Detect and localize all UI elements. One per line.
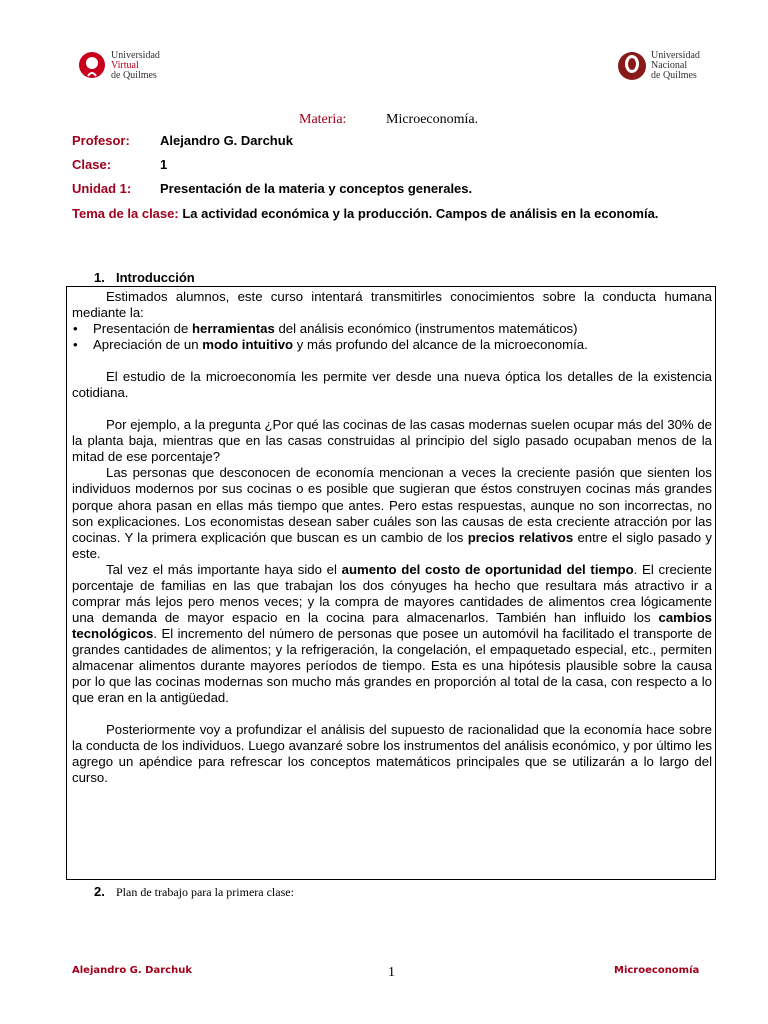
- section-2-title: Plan de trabajo para la primera clase:: [116, 885, 294, 899]
- tema-label: Tema de la clase:: [72, 206, 179, 221]
- bullet-item-modo-intuitivo: • Apreciación de un modo intuitivo y más profundo del alcance de la microeconomía.: [73, 337, 588, 353]
- footer-author: Alejandro G. Darchuk: [72, 965, 192, 976]
- profesor-label: Profesor:: [72, 133, 130, 148]
- logo-universidad-nacional-quilmes: [618, 50, 700, 82]
- unq-logo-text: Universidad Nacional de Quilmes: [651, 50, 700, 81]
- clase-row: [72, 157, 167, 172]
- tema-row: [72, 206, 658, 221]
- materia-label: Materia:: [299, 112, 347, 127]
- clase-label: Clase:: [72, 157, 112, 172]
- intro-paragraph-5: Tal vez el más importante haya sido el aumento del costo de oportunidad del tiempo. El creciente porcentaje de familias en las que trabajan los dos cónyuges ha hecho que resultara más atractivo ir a comprar más lejos pero menos veces; y la compra de mayores cantidades de alimentos crea lógicamente una demanda de mayor espacio en la cocina para almacenarlos. También han influido los cambios tecnológicos. El incremento del número de personas que posee un automóvil ha facilitado el transporte de grandes cantidades de alimentos; y la refrigeración, la congelación, el empaquetado especial, etc., permiten almacenar alimentos durante mayores períodos de tiempo. Esta es una hipótesis plausible sobre la causa por lo que las cocinas modernas son mucho más grandes en proporción al total de la casa, con respecto a lo que eran en la antigüedad.: [72, 561, 712, 706]
- intro-paragraph-2: El estudio de la microeconomía les permite ver desde una nueva óptica los detalles de la existencia cotidiana.: [72, 369, 712, 401]
- footer-course: Microeconomía: [614, 965, 700, 976]
- uvq-logo-text: Universidad Virtual de Quilmes: [111, 50, 160, 81]
- clase-value: 1: [160, 157, 168, 172]
- bullet-item-herramientas: • Presentación de herramientas del análisis económico (instrumentos matemáticos): [73, 321, 578, 337]
- intro-paragraph-6: Posteriormente voy a profundizar el análisis del supuesto de racionalidad que la economía hace sobre la conducta de los individuos. Luego avanzaré sobre los instrumentos del análisis económico, y por último les agrego un apéndice para refrescar los conceptos matemáticos principales que se utilizarán a lo largo del curso.: [72, 722, 712, 786]
- introduction-text: [72, 289, 712, 786]
- section-1-number: 1.: [94, 270, 105, 285]
- intro-paragraph-1: Estimados alumnos, este curso intentará transmitirles conocimientos sobre la conducta humana mediante la:: [72, 289, 712, 321]
- unidad-value: Presentación de la materia y conceptos generales.: [160, 181, 473, 196]
- profesor-row: [72, 133, 293, 148]
- section-2-number: 2.: [94, 884, 105, 899]
- materia-value: Microeconomía.: [386, 112, 479, 127]
- intro-paragraph-4: Las personas que desconocen de economía mencionan a veces la creciente pasión que sienten los individuos modernos por sus cocinas o es posible que sugieran que éstos construyen cocinas más grandes porque ahora pasan en ellas más tiempo que antes. Pero estas respuestas, aunque no son incorrectas, no son explicaciones. Los economistas desean saber cuáles son las causas de esta creciente atracción por las cocinas. Y la primera explicación que buscan es un cambio de los precios relativos entre el siglo pasado y este.: [72, 465, 712, 561]
- unidad-label: Unidad 1:: [72, 181, 132, 196]
- unidad-row: [72, 181, 472, 196]
- section-2-heading: [94, 884, 294, 900]
- uvq-seal-icon: [78, 50, 106, 82]
- section-1-title: Introducción: [116, 270, 195, 285]
- tema-value: La actividad económica y la producción. Campos de análisis en la economía.: [178, 206, 659, 221]
- bullet-icon: •: [73, 321, 78, 337]
- section-1-heading: [94, 270, 195, 285]
- intro-paragraph-3: Por ejemplo, a la pregunta ¿Por qué las cocinas de las casas modernas suelen ocupar más del 30% de la planta baja, mientras que en las casas construidas al principio del siglo pasado ocupaban menos de la mitad de ese porcentaje?: [72, 417, 712, 465]
- page-number: 1: [388, 965, 395, 980]
- unq-seal-icon: [618, 50, 646, 82]
- profesor-value: Alejandro G. Darchuk: [160, 133, 293, 148]
- logo-universidad-virtual-quilmes: [78, 50, 160, 82]
- bullet-icon: •: [73, 337, 78, 353]
